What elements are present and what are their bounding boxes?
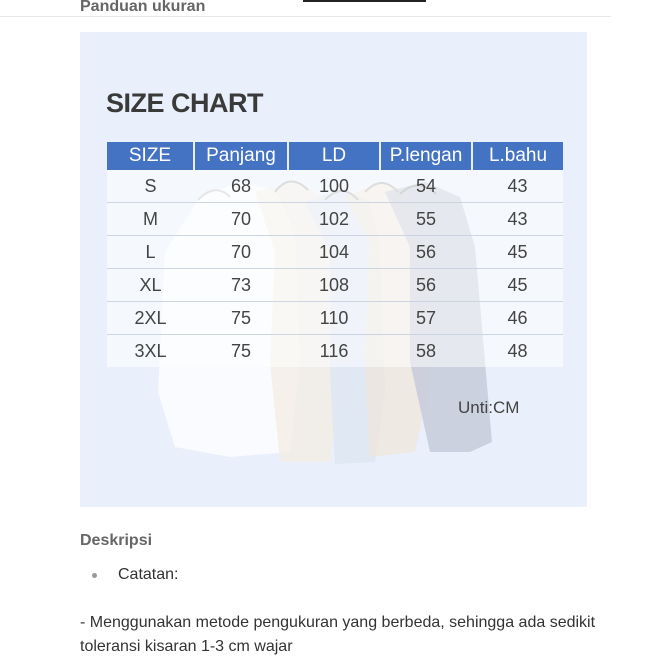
- unit-note: Unti:CM: [458, 398, 520, 417]
- description-text: - Menggunakan metode pengukuran yang berbeda, sehingga ada sedikit toleransi kisaran 1-3 cm wajar: [80, 614, 596, 655]
- table-header: Panjang: [194, 142, 288, 170]
- table-row: [107, 302, 563, 335]
- table-cell: 57: [380, 302, 472, 335]
- section-divider: [0, 16, 611, 17]
- table-cell: 108: [288, 269, 380, 302]
- table-cell: 48: [472, 335, 563, 368]
- size-table: [107, 142, 563, 367]
- table-cell: 45: [472, 236, 563, 269]
- table-cell: 100: [288, 170, 380, 203]
- table-cell: M: [107, 203, 194, 236]
- table-cell: 54: [380, 170, 472, 203]
- table-header-row: [107, 142, 563, 170]
- list-item: [92, 566, 178, 584]
- active-tab-indicator: [303, 0, 426, 2]
- table-cell: 116: [288, 335, 380, 368]
- table-cell: 68: [194, 170, 288, 203]
- table-cell: 110: [288, 302, 380, 335]
- table-cell: 56: [380, 269, 472, 302]
- chart-heading: SIZE CHART: [106, 88, 263, 118]
- table-cell: 75: [194, 302, 288, 335]
- table-cell: 70: [194, 236, 288, 269]
- bullet-icon: [92, 573, 97, 578]
- note-label: Catatan:: [118, 566, 179, 583]
- table-cell: 102: [288, 203, 380, 236]
- size-chart-image[interactable]: [80, 32, 587, 507]
- table-row: [107, 203, 563, 236]
- table-header: LD: [288, 142, 380, 170]
- table-header: L.bahu: [472, 142, 563, 170]
- table-cell: 3XL: [107, 335, 194, 368]
- table-cell: 104: [288, 236, 380, 269]
- table-cell: 75: [194, 335, 288, 368]
- table-row: [107, 236, 563, 269]
- table-cell: 43: [472, 203, 563, 236]
- table-cell: 56: [380, 236, 472, 269]
- table-cell: 2XL: [107, 302, 194, 335]
- table-cell: S: [107, 170, 194, 203]
- table-row: [107, 335, 563, 368]
- table-cell: 55: [380, 203, 472, 236]
- table-cell: 73: [194, 269, 288, 302]
- table-cell: L: [107, 236, 194, 269]
- table-cell: 43: [472, 170, 563, 203]
- table-cell: 70: [194, 203, 288, 236]
- table-cell: 46: [472, 302, 563, 335]
- table-row: [107, 269, 563, 302]
- table-cell: 58: [380, 335, 472, 368]
- table-cell: XL: [107, 269, 194, 302]
- table-header: P.lengan: [380, 142, 472, 170]
- table-row: [107, 170, 563, 203]
- table-cell: 45: [472, 269, 563, 302]
- description-title: Deskripsi: [80, 532, 153, 549]
- size-guide-title: Panduan ukuran: [80, 0, 206, 15]
- table-header: SIZE: [107, 142, 194, 170]
